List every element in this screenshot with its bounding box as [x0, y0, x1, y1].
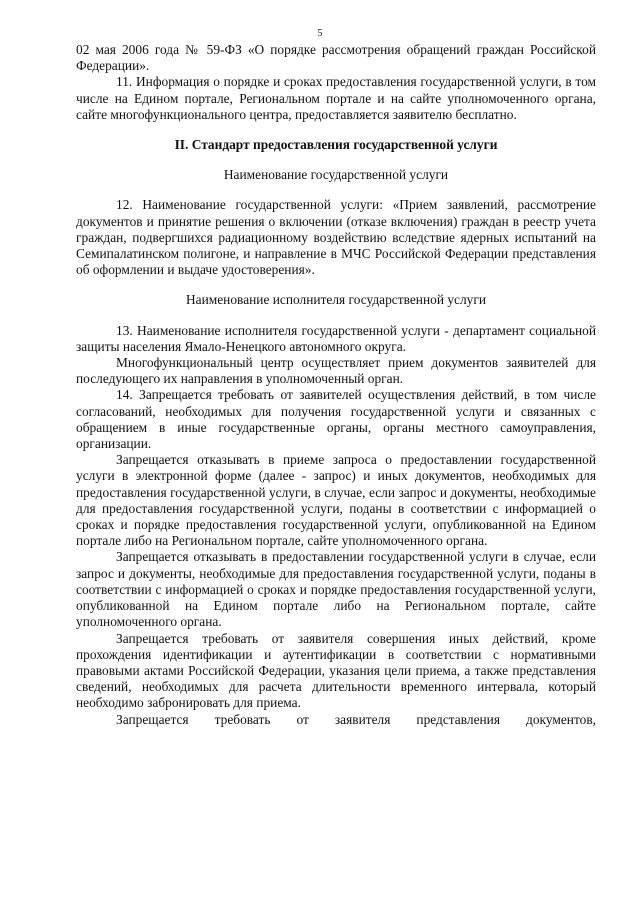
page-number: 5: [317, 28, 323, 39]
subsection-title-service-name: Наименование государственной услуги: [223, 167, 449, 183]
paragraph-14-documents-start: Запрещается требовать от заявителя представления документов,: [116, 711, 596, 727]
paragraph-12: 12. Наименование государственной услуги: «Прием заявлений, рассмотрение документов и принятие решения о включении (отказе включения) граждан в реестр учета граждан, подвергшихся радиационному воздействию вследствие ядерных испытаний на Семипалатинском полигоне, и направление в МЧС Российской Федерации представления об оформлении и выдаче удостоверения».: [76, 197, 596, 278]
paragraph-14: 14. Запрещается требовать от заявителей осуществления действий, в том числе согласований, необходимых для получения государственной услуги и связанных с обращением в иные государственные органы, органы местного самоуправления, организации.: [76, 387, 596, 452]
paragraph-14-other-actions: Запрещается требовать от заявителя совершения иных действий, кроме прохождения идентификации и аутентификации в соответствии с нормативными правовыми актами Российской Федерации, указания цели приема, а также представления сведений, необходимых для расчета длительности временного интервала, который необходимо забронировать для приема.: [76, 630, 596, 711]
subsection-title-executor-name: Наименование исполнителя государственной услуги: [185, 292, 487, 308]
paragraph-14-refuse-service: Запрещается отказывать в предоставлении государственной услуги в случае, если запрос и документы, необходимые для предоставления государственной услуги, поданы в соответствии с информацией о сроках и порядке предоставления государственной услуги, опубликованной на Едином портале либо на Региональном портале, сайте уполномоченного органа.: [76, 549, 596, 630]
document-body: [76, 42, 596, 728]
paragraph-14-refuse-request: Запрещается отказывать в приеме запроса о предоставлении государственной услуги в электронной форме (далее - запрос) и иных документов, необходимых для предоставления государственной услуги, в случае, если запрос и документы, необходимые для предоставления государственной услуги, поданы в соответствии с информацией о сроках и порядке предоставления государственной услуги, опубликованной на Едином портале либо на Региональном портале, сайте уполномоченного органа.: [76, 452, 596, 549]
paragraph-13-mfc: Многофункциональный центр осуществляет прием документов заявителей для последующего их направления в уполномоченный орган.: [76, 355, 596, 387]
paragraph-11: 11. Информация о порядке и сроках предоставления государственной услуги, в том числе на Едином портале, Региональном портале и на сайте уполномоченного органа, сайте многофункционального центра, предоставляется заявителю бесплатно.: [76, 74, 596, 122]
continuation-paragraph: 02 мая 2006 года № 59-ФЗ «О порядке рассмотрения обращений граждан Российской Федерации».: [76, 42, 596, 74]
section-title: II. Стандарт предоставления государственной услуги: [174, 137, 498, 153]
paragraph-13: 13. Наименование исполнителя государственной услуги - департамент социальной защиты населения Ямало-Ненецкого автономного округа.: [76, 322, 596, 354]
